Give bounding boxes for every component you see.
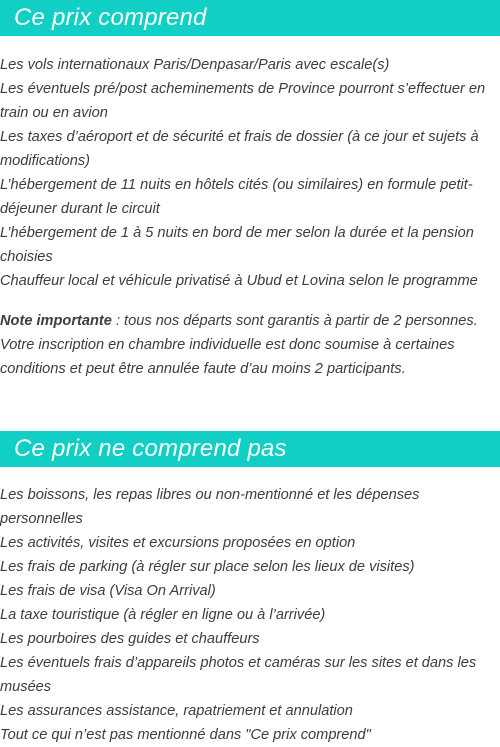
excludes-title: Ce prix ne comprend pas xyxy=(14,435,287,462)
includes-list xyxy=(0,53,500,293)
list-item: Les pourboires des guides et chauffeurs xyxy=(0,631,260,647)
list-item: L’hébergement de 1 à 5 nuits en bord de mer selon la durée et la pension choisies xyxy=(0,225,474,265)
list-item: Les vols internationaux Paris/Denpasar/Paris avec escale(s) xyxy=(0,57,390,73)
includes-header xyxy=(0,0,500,36)
list-item: Les frais de visa (Visa On Arrival) xyxy=(0,583,216,599)
list-item: Les boissons, les repas libres ou non-mentionné et les dépenses personnelles xyxy=(0,487,420,527)
excludes-list xyxy=(0,483,500,747)
list-item: L’hébergement de 11 nuits en hôtels cités (ou similaires) en formule petit-déjeuner durant le circuit xyxy=(0,177,473,217)
list-item: Les éventuels frais d’appareils photos et caméras sur les sites et dans les musées xyxy=(0,655,477,695)
note-label: Note importante xyxy=(0,313,112,329)
includes-title: Ce prix comprend xyxy=(14,4,207,31)
list-item: Les frais de parking (à régler sur place selon les lieux de visites) xyxy=(0,559,415,575)
list-item: Les assurances assistance, rapatriement et annulation xyxy=(0,703,353,719)
list-item: Chauffeur local et véhicule privatisé à Ubud et Lovina selon le programme xyxy=(0,273,478,289)
list-item: Tout ce qui n’est pas mentionné dans "Ce prix comprend" xyxy=(0,727,371,743)
list-item: Les activités, visites et excursions proposées en option xyxy=(0,535,356,551)
note-text: : tous nos départs sont garantis à partir de 2 personnes. Votre inscription en chambre individuelle est donc soumise à certaines conditions et peut être annulée faute d’au moins 2 participants. xyxy=(0,313,478,377)
list-item: Les taxes d’aéroport et de sécurité et frais de dossier (à ce jour et sujets à modifications) xyxy=(0,129,479,169)
important-note xyxy=(0,309,500,381)
list-item: Les éventuels pré/post acheminements de Province pourront s’effectuer en train ou en avion xyxy=(0,81,486,121)
excludes-header xyxy=(0,431,500,467)
list-item: La taxe touristique (à régler en ligne ou à l’arrivée) xyxy=(0,607,326,623)
